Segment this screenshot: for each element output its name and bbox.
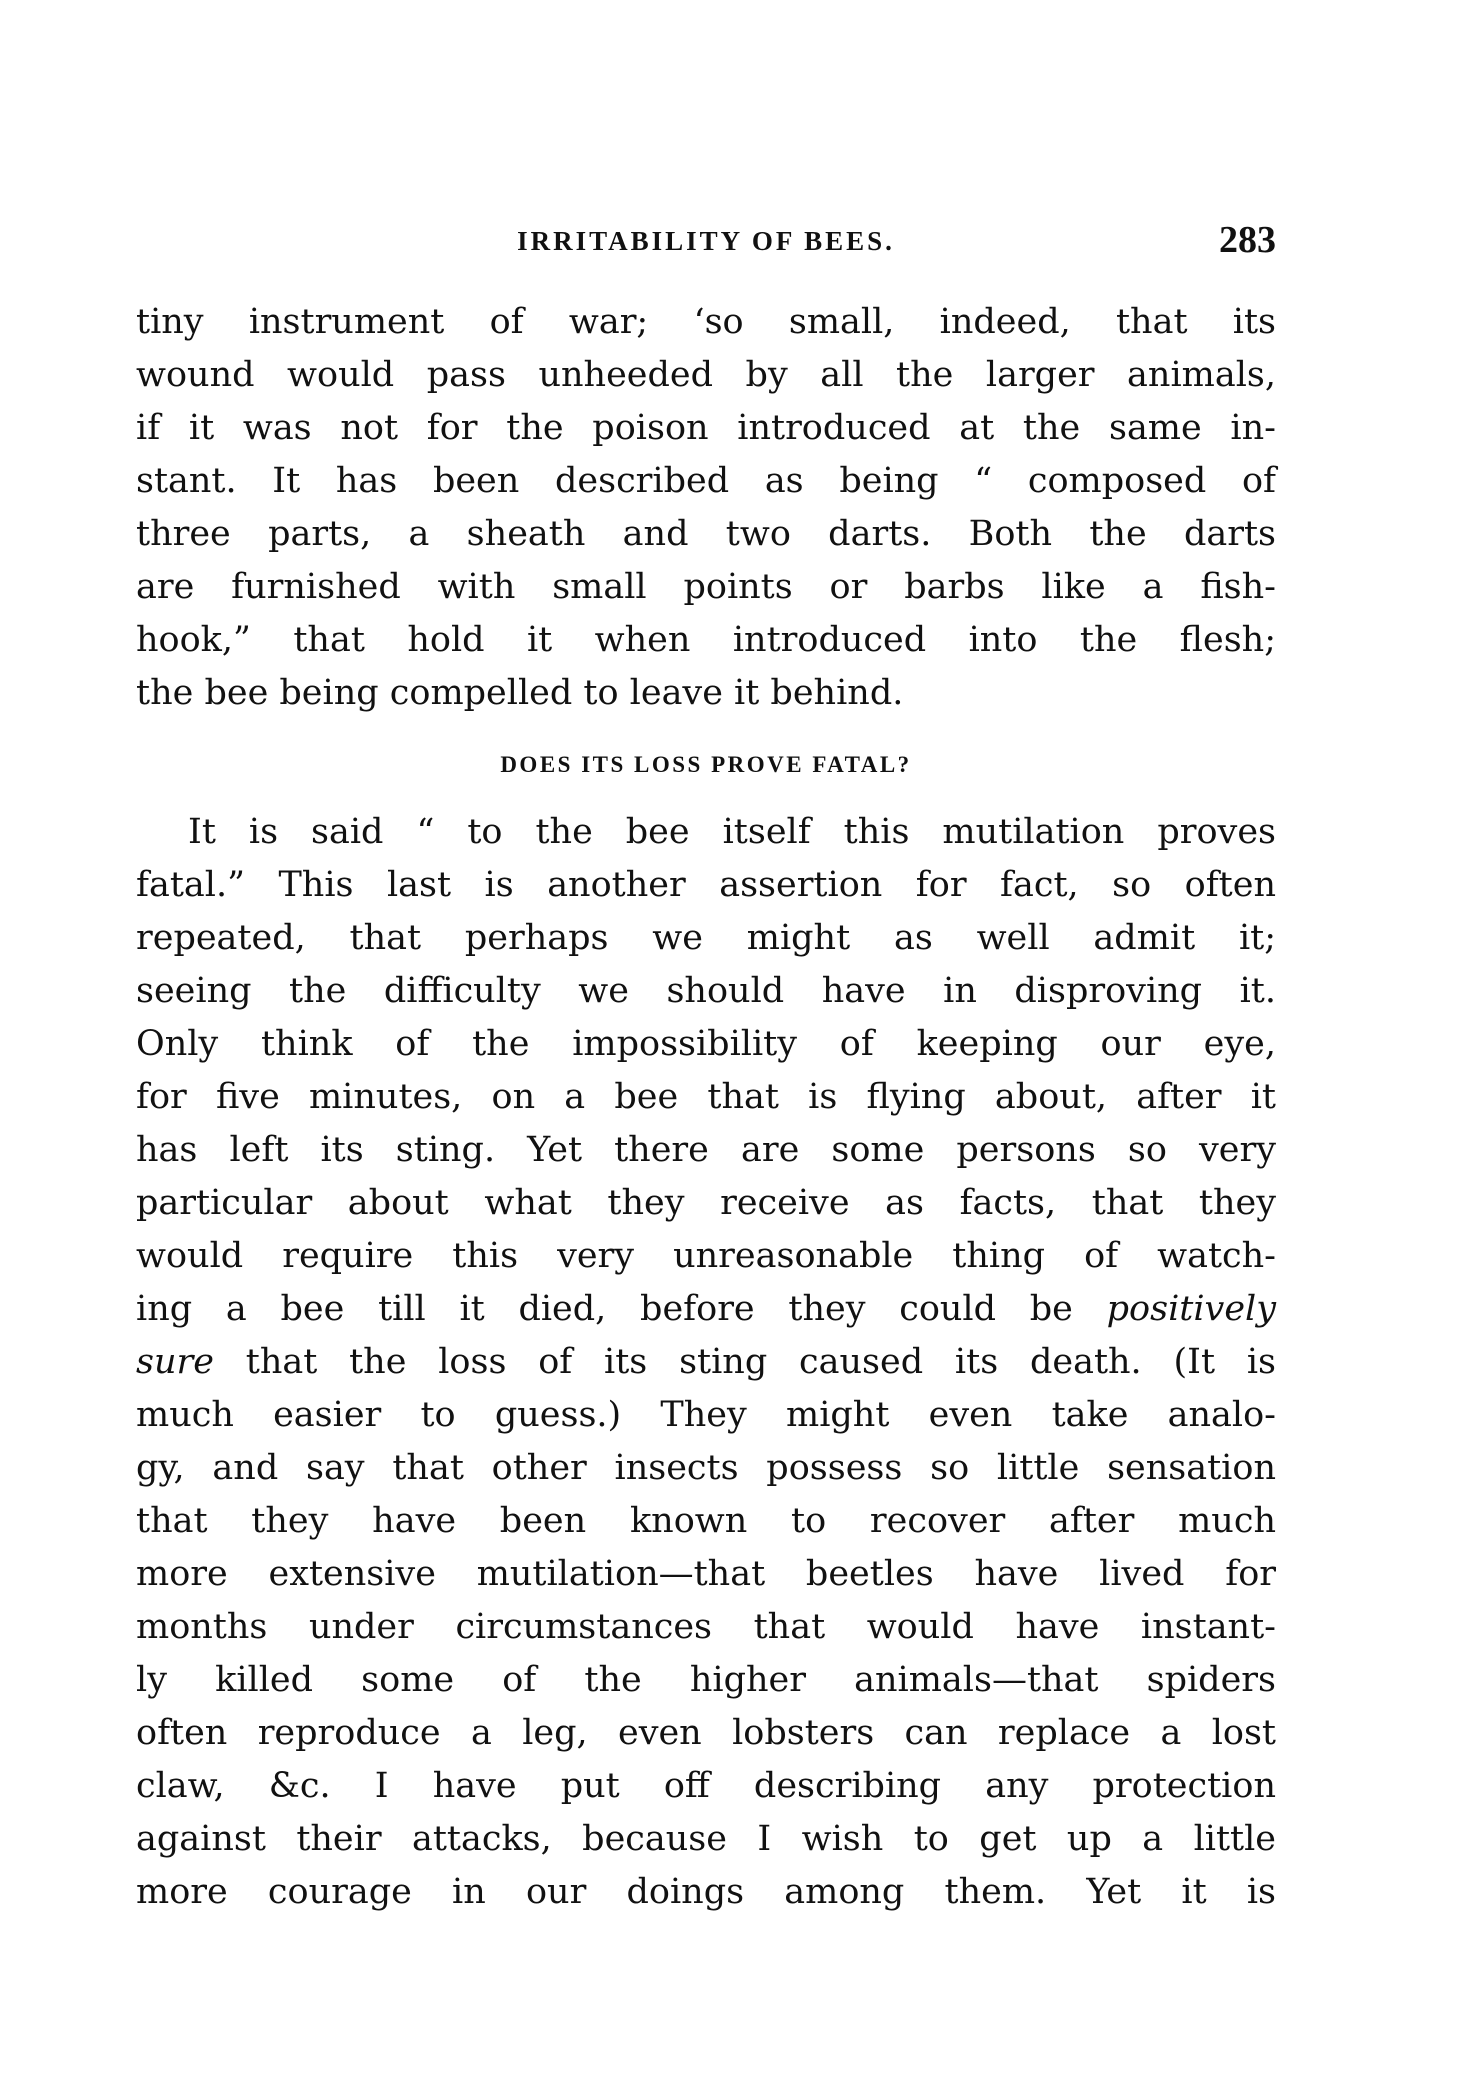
text-line: are furnished with small points or barbs like a fish- (136, 567, 1276, 607)
text-line: would require this very unreasonable thing of watch- (136, 1236, 1276, 1276)
text-line: months under circumstances that would have instant- (136, 1607, 1276, 1647)
text-line: wound would pass unheeded by all the larger animals, (136, 355, 1276, 395)
text-line: has left its sting. Yet there are some persons so very (136, 1130, 1276, 1170)
text-line: if it was not for the poison introduced at the same in- (136, 408, 1276, 448)
text-line: stant. It has been described as being “ composed of (136, 461, 1276, 501)
italic-text: positively (1106, 1289, 1276, 1329)
page-number: 283 (1219, 219, 1276, 261)
text-line: more courage in our doings among them. Yet it is (136, 1872, 1276, 1912)
text-line: for five minutes, on a bee that is flying about, after it (136, 1077, 1276, 1117)
text-line-with-italic (136, 1283, 1276, 1336)
text-segment: that the loss of its sting caused its death. (It is (245, 1342, 1276, 1382)
running-head (136, 218, 1276, 268)
text-line: much easier to guess.) They might even take analo- (136, 1395, 1276, 1435)
text-line: seeing the difficulty we should have in disproving it. (136, 971, 1276, 1011)
text-line: that they have been known to recover after much (136, 1501, 1276, 1541)
running-title: IRRITABILITY OF BEES. (517, 226, 895, 256)
text-line: gy, and say that other insects possess so little sensation (136, 1448, 1276, 1488)
text-line: Only think of the impossibility of keeping our eye, (136, 1024, 1276, 1064)
text-line: fatal.” This last is another assertion for fact, so often (136, 865, 1276, 905)
text-line: claw, &c. I have put off describing any protection (136, 1766, 1276, 1806)
text-line: the bee being compelled to leave it behind. (136, 673, 904, 713)
text-line: tiny instrument of war; ‘so small, indeed, that its (136, 302, 1276, 342)
text-line: ly killed some of the higher animals—that spiders (136, 1660, 1276, 1700)
text-line: hook,” that hold it when introduced into the flesh; (136, 620, 1276, 660)
text-line: three parts, a sheath and two darts. Both the darts (136, 514, 1276, 554)
text-line: more extensive mutilation—that beetles have lived for (136, 1554, 1276, 1594)
text-line: repeated, that perhaps we might as well admit it; (136, 918, 1276, 958)
text-segment: ing a bee till it died, before they could be (136, 1289, 1073, 1329)
paragraph-sting-description (136, 296, 1276, 720)
paragraph-loss-fatal (136, 806, 1276, 1919)
text-line: particular about what they receive as facts, that they (136, 1183, 1276, 1223)
italic-text: sure (136, 1342, 214, 1382)
section-heading: DOES ITS LOSS PROVE FATAL? (500, 752, 912, 777)
text-line: against their attacks, because I wish to get up a little (136, 1819, 1276, 1859)
text-line: often reproduce a leg, even lobsters can replace a lost (136, 1713, 1276, 1753)
text-line: It is said “ to the bee itself this mutilation proves (188, 812, 1276, 852)
text-line-with-italic (136, 1336, 1276, 1389)
